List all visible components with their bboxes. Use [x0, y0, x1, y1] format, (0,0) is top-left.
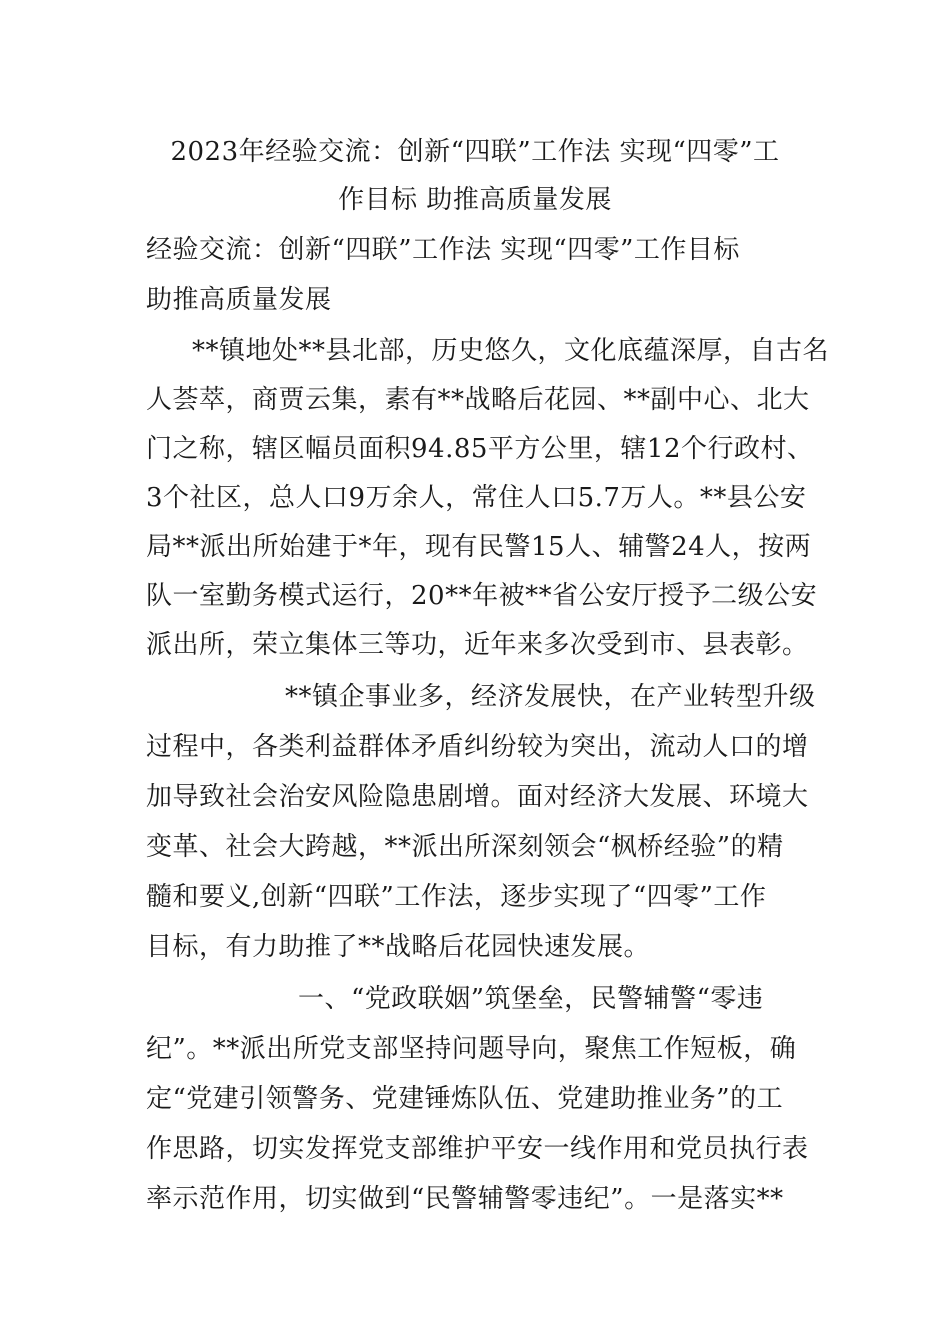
paragraph-line: 作思路，切实发挥党支部维护平安一线作用和党员执行表	[146, 1134, 809, 1164]
paragraph-line: 队一室勤务模式运行，20**年被**省公安厅授予二级公安	[146, 581, 818, 611]
paragraph-line: **镇地处**县北部，历史悠久，文化底蕴深厚，自古名	[192, 336, 830, 366]
paragraph-line: 率示范作用，切实做到“民警辅警零违纪”。一是落实**	[146, 1184, 784, 1214]
paragraph-line: 门之称，辖区幅员面积94.85平方公里，辖12个行政村、	[146, 434, 814, 464]
paragraph-line: 纪”。**派出所党支部坚持问题导向，聚焦工作短板，确	[146, 1034, 797, 1064]
paragraph-line: 3个社区，总人口9万余人，常住人口5.7万人。**县公安	[146, 483, 807, 513]
paragraph-line: 派出所，荣立集体三等功，近年来多次受到市、县表彰。	[146, 630, 809, 660]
paragraph-line: 变革、社会大跨越，**派出所深刻领会“枫桥经验”的精	[146, 832, 784, 862]
title-line: 2023年经验交流：创新“四联”工作法 实现“四零”工	[170, 137, 780, 167]
paragraph-line: 加导致社会治安风险隐患剧增。面对经济大发展、环境大	[146, 782, 809, 812]
paragraph-line: 人荟萃，商贾云集，素有**战略后花园、**副中心、北大	[146, 385, 810, 415]
title-line: 作目标 助推高质量发展	[338, 185, 612, 215]
paragraph-line: 定“党建引领警务、党建锤炼队伍、党建助推业务”的工	[146, 1084, 784, 1114]
paragraph-line: **镇企事业多，经济发展快，在产业转型升级	[285, 682, 816, 712]
paragraph-line: 髓和要义,创新“四联”工作法，逐步实现了“四零”工作	[146, 882, 767, 912]
paragraph-line: 一、“党政联姻”筑堡垒，民警辅警“零违	[298, 984, 764, 1014]
subtitle-line: 助推高质量发展	[146, 285, 332, 315]
paragraph-line: 目标，有力助推了**战略后花园快速发展。	[146, 932, 651, 962]
paragraph-line: 过程中，各类利益群体矛盾纠纷较为突出，流动人口的增	[146, 732, 809, 762]
subtitle-line: 经验交流：创新“四联”工作法 实现“四零”工作目标	[146, 235, 740, 265]
document-title	[140, 128, 810, 224]
paragraph-line: 局**派出所始建于*年，现有民警15人、辅警24人，按两	[146, 532, 812, 562]
